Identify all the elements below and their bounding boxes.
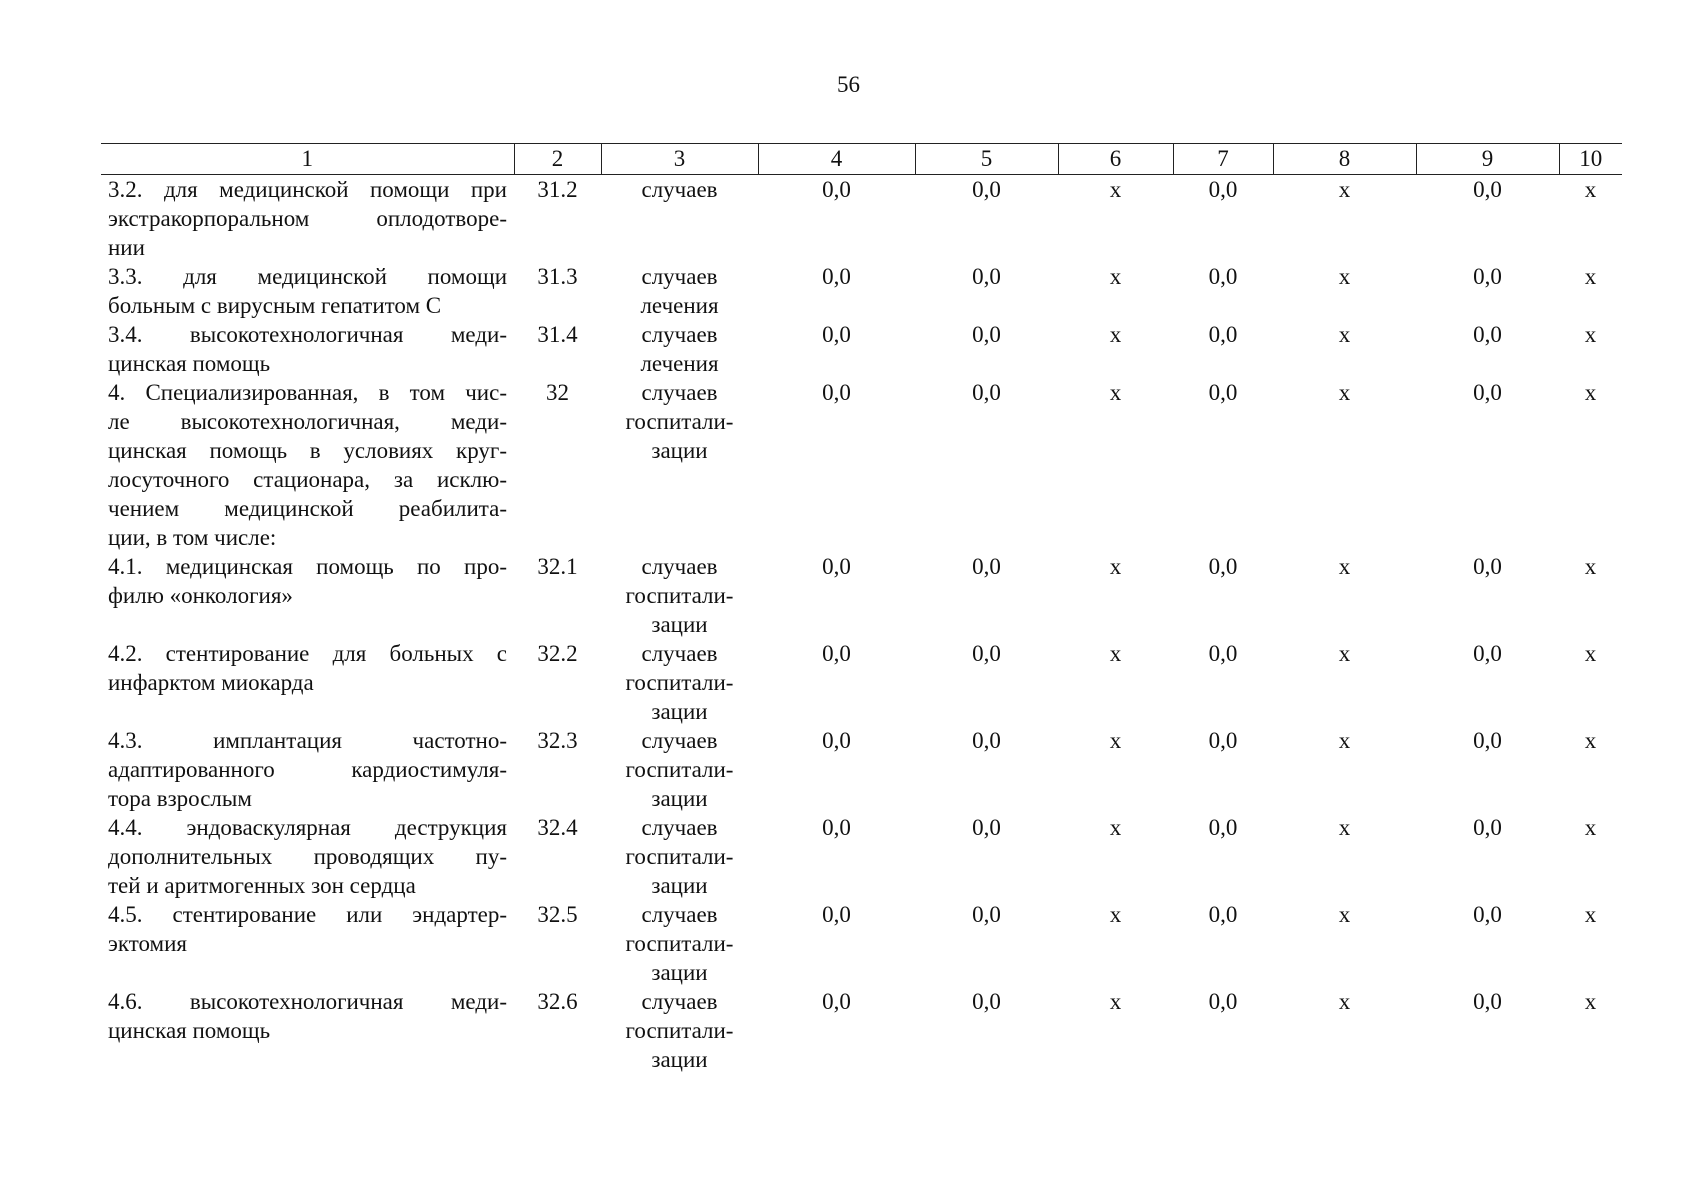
row-name-cell <box>101 726 514 813</box>
row-unit-cell <box>601 813 758 900</box>
row-code-cell: 31.4 <box>537 322 578 347</box>
row-value-cell-c9: 0,0 <box>1473 380 1502 405</box>
row-unit-line: случаев <box>641 641 718 666</box>
row-name-line: 4.6. высокотехнологичная меди- <box>108 989 507 1014</box>
row-name-cell <box>101 987 514 1074</box>
row-value-cell-c9: 0,0 <box>1473 989 1502 1014</box>
row-unit-cell <box>601 262 758 320</box>
row-value-cell-c7: 0,0 <box>1208 989 1238 1014</box>
row-value-cell-c7: 0,0 <box>1208 264 1238 289</box>
row-unit-line: лечения <box>640 293 719 318</box>
data-table <box>101 143 1622 1074</box>
row-name-cell <box>101 639 514 726</box>
row-value-cell-c9: 0,0 <box>1473 264 1502 289</box>
row-name-line: 4.3. имплантация частотно- <box>108 728 507 753</box>
row-code-cell: 32.2 <box>537 641 578 666</box>
row-unit-cell <box>601 175 758 263</box>
row-code-cell: 31.3 <box>537 264 578 289</box>
row-name-line: 3.2. для медицинской помощи при <box>108 177 507 202</box>
table-row <box>101 987 1622 1074</box>
row-value-cell-c9: 0,0 <box>1473 641 1502 666</box>
row-name-line: 4.5. стентирование или эндартер- <box>108 902 507 927</box>
page-number: 56 <box>837 72 860 97</box>
row-unit-line: госпитали- <box>625 844 734 869</box>
row-unit-line: госпитали- <box>625 409 734 434</box>
table-row <box>101 552 1622 639</box>
row-value-cell-c9: 0,0 <box>1473 815 1502 840</box>
row-name-line: филю «онкология» <box>108 583 293 608</box>
row-unit-line: случаев <box>641 728 718 753</box>
row-value-cell-c4: 0,0 <box>822 641 851 666</box>
row-value-cell-c9: 0,0 <box>1473 902 1502 927</box>
row-value-cell-c10: х <box>1584 989 1597 1014</box>
row-name-line: ции, в том числе: <box>108 525 277 550</box>
row-value-cell-c4: 0,0 <box>822 554 851 579</box>
column-header: 6 <box>1058 144 1173 175</box>
row-name-cell <box>101 378 514 552</box>
row-value-cell-c4: 0,0 <box>822 728 851 753</box>
row-name-line: 4.4. эндоваскулярная деструкция <box>108 815 507 840</box>
row-unit-line: госпитали- <box>625 757 734 782</box>
row-value-cell-c10: х <box>1584 322 1597 347</box>
row-unit-line: случаев <box>641 554 718 579</box>
row-unit-line: зации <box>651 438 708 463</box>
row-value-cell-c7: 0,0 <box>1208 380 1238 405</box>
row-name-cell <box>101 320 514 378</box>
row-value-cell-c7: 0,0 <box>1208 902 1238 927</box>
row-value-cell-c10: х <box>1584 264 1597 289</box>
column-header: 1 <box>101 144 514 175</box>
row-value-cell-c9: 0,0 <box>1473 728 1502 753</box>
row-value-cell-c5: 0,0 <box>972 380 1001 405</box>
table-row <box>101 175 1622 263</box>
table-row <box>101 320 1622 378</box>
row-unit-cell <box>601 900 758 987</box>
row-name-line: цинская помощь в условиях круг- <box>108 438 507 463</box>
column-header: 10 <box>1559 144 1622 175</box>
table-row <box>101 726 1622 813</box>
row-value-cell-c6: х <box>1109 264 1122 289</box>
row-value-cell-c8: х <box>1338 554 1351 579</box>
row-name-line: 3.3. для медицинской помощи <box>108 264 507 289</box>
column-header: 7 <box>1173 144 1273 175</box>
row-unit-cell <box>601 552 758 639</box>
row-value-cell-c8: х <box>1338 902 1351 927</box>
row-unit-line: зации <box>651 1047 708 1072</box>
row-value-cell-c4: 0,0 <box>822 989 851 1014</box>
row-name-line: ле высокотехнологичная, меди- <box>108 409 507 434</box>
column-header: 8 <box>1273 144 1416 175</box>
row-value-cell-c4: 0,0 <box>822 380 851 405</box>
column-header: 5 <box>915 144 1058 175</box>
table-row <box>101 378 1622 552</box>
row-value-cell-c6: х <box>1109 177 1122 202</box>
row-value-cell-c5: 0,0 <box>972 902 1001 927</box>
table-header-row <box>101 144 1622 175</box>
row-name-line: 4.2. стентирование для больных с <box>108 641 507 666</box>
row-unit-cell <box>601 320 758 378</box>
row-value-cell-c8: х <box>1338 380 1351 405</box>
row-value-cell-c5: 0,0 <box>972 554 1001 579</box>
row-value-cell-c4: 0,0 <box>822 902 851 927</box>
row-value-cell-c7: 0,0 <box>1208 322 1238 347</box>
row-name-line: больным с вирусным гепатитом С <box>108 293 442 318</box>
row-name-cell <box>101 175 514 263</box>
row-value-cell-c6: х <box>1109 902 1122 927</box>
row-value-cell-c10: х <box>1584 815 1597 840</box>
row-code-cell: 32 <box>546 380 569 405</box>
row-name-cell <box>101 813 514 900</box>
row-name-cell <box>101 262 514 320</box>
row-value-cell-c6: х <box>1109 728 1122 753</box>
row-value-cell-c10: х <box>1584 902 1597 927</box>
table-row <box>101 900 1622 987</box>
row-value-cell-c9: 0,0 <box>1473 177 1502 202</box>
row-value-cell-c5: 0,0 <box>972 815 1001 840</box>
table-row <box>101 813 1622 900</box>
row-value-cell-c7: 0,0 <box>1208 641 1238 666</box>
row-value-cell-c7: 0,0 <box>1208 177 1238 202</box>
row-unit-line: лечения <box>640 351 719 376</box>
row-unit-line: случаев <box>641 264 718 289</box>
row-value-cell-c8: х <box>1338 989 1351 1014</box>
row-name-line: 3.4. высокотехнологичная меди- <box>108 322 507 347</box>
row-unit-line: зации <box>651 873 708 898</box>
row-value-cell-c8: х <box>1338 264 1351 289</box>
row-unit-line: случаев <box>641 815 718 840</box>
row-value-cell-c4: 0,0 <box>822 322 851 347</box>
row-unit-line: зации <box>651 786 708 811</box>
row-value-cell-c9: 0,0 <box>1473 322 1502 347</box>
row-code-cell: 31.2 <box>537 177 578 202</box>
row-name-line: цинская помощь <box>108 1018 271 1043</box>
row-value-cell-c6: х <box>1109 815 1122 840</box>
row-value-cell-c10: х <box>1584 728 1597 753</box>
row-value-cell-c10: х <box>1584 177 1597 202</box>
row-name-line: эктомия <box>108 931 187 956</box>
row-unit-line: случаев <box>641 989 718 1014</box>
row-unit-line: госпитали- <box>625 583 734 608</box>
row-name-line: 4.1. медицинская помощь по про- <box>108 554 507 579</box>
row-code-cell: 32.1 <box>537 554 578 579</box>
column-header: 9 <box>1416 144 1559 175</box>
row-value-cell-c8: х <box>1338 322 1351 347</box>
row-code-cell: 32.5 <box>537 902 578 927</box>
column-header: 2 <box>514 144 601 175</box>
row-unit-line: зации <box>651 960 708 985</box>
row-name-line: лосуточного стационара, за исклю- <box>108 467 507 492</box>
row-value-cell-c7: 0,0 <box>1208 728 1238 753</box>
row-name-line: инфарктом миокарда <box>108 670 314 695</box>
row-value-cell-c10: х <box>1584 554 1597 579</box>
row-name-line: нии <box>108 235 145 260</box>
row-value-cell-c6: х <box>1109 380 1122 405</box>
row-value-cell-c7: 0,0 <box>1208 815 1238 840</box>
row-unit-cell <box>601 987 758 1074</box>
row-value-cell-c10: х <box>1584 380 1597 405</box>
row-value-cell-c4: 0,0 <box>822 264 851 289</box>
row-unit-line: госпитали- <box>625 670 734 695</box>
row-name-line: чением медицинской реабилита- <box>108 496 507 521</box>
row-value-cell-c5: 0,0 <box>972 728 1001 753</box>
row-value-cell-c8: х <box>1338 728 1351 753</box>
row-value-cell-c6: х <box>1109 322 1122 347</box>
row-value-cell-c9: 0,0 <box>1473 554 1502 579</box>
row-value-cell-c5: 0,0 <box>972 989 1001 1014</box>
row-name-cell <box>101 900 514 987</box>
row-value-cell-c5: 0,0 <box>972 641 1001 666</box>
row-unit-line: случаев <box>641 322 718 347</box>
column-header: 3 <box>601 144 758 175</box>
row-unit-line: госпитали- <box>625 931 734 956</box>
row-value-cell-c6: х <box>1109 554 1122 579</box>
row-value-cell-c5: 0,0 <box>972 177 1001 202</box>
row-name-line: 4. Специализированная, в том чис- <box>108 380 507 405</box>
row-value-cell-c10: х <box>1584 641 1597 666</box>
row-value-cell-c7: 0,0 <box>1208 554 1238 579</box>
row-unit-line: зации <box>651 699 708 724</box>
row-unit-line: госпитали- <box>625 1018 734 1043</box>
row-unit-line: зации <box>651 612 708 637</box>
row-value-cell-c6: х <box>1109 641 1122 666</box>
row-name-line: экстракорпоральном оплодотворе- <box>108 206 507 231</box>
row-code-cell: 32.3 <box>537 728 578 753</box>
row-unit-line: случаев <box>641 177 718 202</box>
row-code-cell: 32.6 <box>537 989 578 1014</box>
row-value-cell-c5: 0,0 <box>972 322 1001 347</box>
row-value-cell-c4: 0,0 <box>822 815 851 840</box>
row-value-cell-c4: 0,0 <box>822 177 851 202</box>
row-value-cell-c6: х <box>1109 989 1122 1014</box>
row-name-line: тора взрослым <box>108 786 252 811</box>
table-body <box>101 175 1622 1075</box>
table-row <box>101 639 1622 726</box>
row-unit-line: случаев <box>641 902 718 927</box>
row-name-cell <box>101 552 514 639</box>
row-name-line: адаптированного кардиостимуля- <box>108 757 507 782</box>
row-code-cell: 32.4 <box>537 815 578 840</box>
table-row <box>101 262 1622 320</box>
row-name-line: тей и аритмогенных зон сердца <box>108 873 416 898</box>
row-value-cell-c8: х <box>1338 177 1351 202</box>
row-unit-cell <box>601 378 758 552</box>
row-unit-cell <box>601 726 758 813</box>
row-unit-line: случаев <box>641 380 718 405</box>
row-unit-cell <box>601 639 758 726</box>
row-value-cell-c8: х <box>1338 815 1351 840</box>
column-header: 4 <box>758 144 915 175</box>
row-name-line: дополнительных проводящих пу- <box>108 844 507 869</box>
row-value-cell-c5: 0,0 <box>972 264 1001 289</box>
row-name-line: цинская помощь <box>108 351 271 376</box>
row-value-cell-c8: х <box>1338 641 1351 666</box>
